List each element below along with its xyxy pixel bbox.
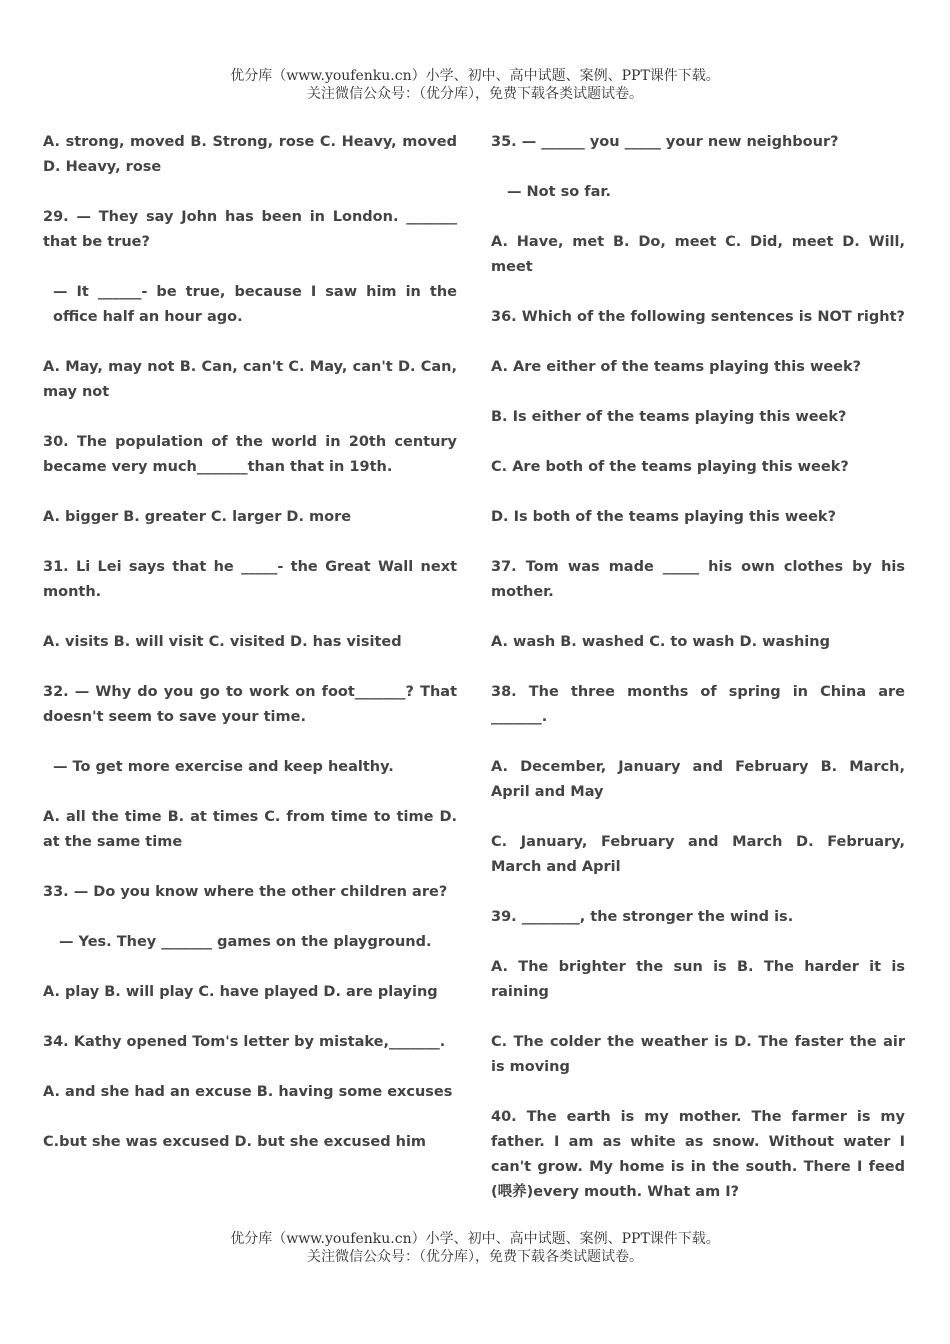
q32-question: 32. — Why do you go to work on foot_______? That doesn't seem to save your time. [43,684,457,725]
q32-dialogue: — To get more exercise and keep healthy. [53,759,394,775]
q36-option-b: B. Is either of the teams playing this week? [491,409,847,425]
q37-question: 37. Tom was made _____ his own clothes by his mother. [491,559,905,600]
q28-options: A. strong, moved B. Strong, rose C. Heavy, moved D. Heavy, rose [43,134,457,175]
header-line-1: 优分库（www.youfenku.cn）小学、初中、高中试题、案例、PPT课件下载。 [230,68,720,84]
q33-question: 33. — Do you know where the other children are? [43,884,448,900]
q34-question: 34. Kathy opened Tom's letter by mistake,_______. [43,1034,446,1050]
q36-option-a: A. Are either of the teams playing this week? [491,359,862,375]
q29-question: 29. — They say John has been in London. _______ that be true? [43,209,457,250]
page-header [0,67,950,103]
q38-options-cd: C. January, February and March D. February, March and April [491,834,905,875]
q33-options: A. play B. will play C. have played D. are playing [43,984,438,1000]
q35-dialogue: — Not so far. [507,184,611,200]
q36-question: 36. Which of the following sentences is NOT right? [491,309,905,325]
q34-options-cd: C.but she was excused D. but she excused him [43,1134,427,1150]
q39-options-ab: A. The brighter the sun is B. The harder it is raining [491,959,905,1000]
q33-dialogue: — Yes. They _______ games on the playground. [59,934,432,950]
footer-line-1: 优分库（www.youfenku.cn）小学、初中、高中试题、案例、PPT课件下载。 [230,1231,720,1247]
q38-question: 38. The three months of spring in China are _______. [491,684,905,725]
q38-options-ab: A. December, January and February B. March, April and May [491,759,905,800]
q39-options-cd: C. The colder the weather is D. The faster the air is moving [491,1034,905,1075]
page-footer [0,1230,950,1266]
q35-options: A. Have, met B. Do, meet C. Did, meet D. Will, meet [491,234,905,275]
footer-line-2: 关注微信公众号：（优分库），免费下载各类试题试卷。 [307,1249,643,1265]
q32-options: A. all the time B. at times C. from time to time D. at the same time [43,809,457,850]
q29-dialogue: — It ______- be true, because I saw him in the office half an hour ago. [53,284,457,325]
q40-question: 40. The earth is my mother. The farmer is my father. I am as white as snow. Without water I can't grow. My home is in the south. There I feed (喂养)every mouth. What am I? [491,1109,905,1200]
q31-question: 31. Li Lei says that he _____- the Great Wall next month. [43,559,457,600]
q37-options: A. wash B. washed C. to wash D. washing [491,634,830,650]
q29-options: A. May, may not B. Can, can't C. May, can't D. Can, may not [43,359,457,400]
q35-question: 35. — ______ you _____ your new neighbour? [491,134,839,150]
left-column [43,130,457,1180]
right-column [491,130,905,1230]
q31-options: A. visits B. will visit C. visited D. has visited [43,634,402,650]
q34-options-ab: A. and she had an excuse B. having some excuses [43,1084,453,1100]
q30-question: 30. The population of the world in 20th century became very much_______than that in 19th. [43,434,457,475]
q36-option-d: D. Is both of the teams playing this week? [491,509,836,525]
q30-options: A. bigger B. greater C. larger D. more [43,509,352,525]
q36-option-c: C. Are both of the teams playing this week? [491,459,849,475]
header-line-2: 关注微信公众号：（优分库），免费下载各类试题试卷。 [307,86,643,102]
q39-question: 39. ________, the stronger the wind is. [491,909,794,925]
